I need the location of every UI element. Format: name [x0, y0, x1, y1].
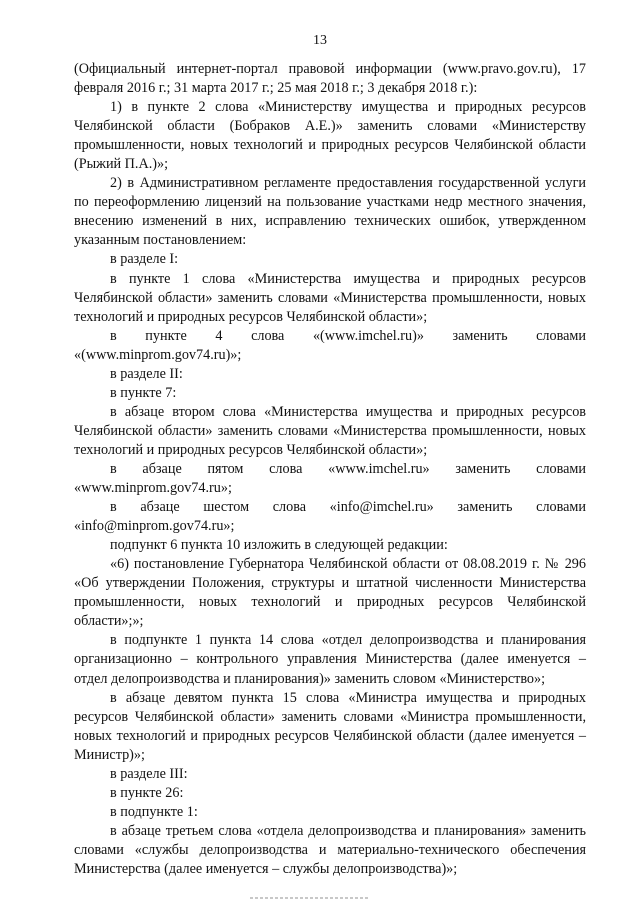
document-body — [74, 60, 586, 879]
paragraph: в разделе II: — [110, 365, 183, 382]
paragraph: в разделе I: — [110, 251, 179, 268]
paragraph: в пункте 7: — [110, 384, 177, 401]
scan-footer-mark — [250, 897, 370, 899]
paragraph: в подпункте 1: — [110, 803, 198, 820]
paragraph: в подпункте 1 пункта 14 слова «отдел делопроизводства и планирования организационно – контрольного управления Министерства (далее именуется – отдел делопроизводства и планирования)» заменить словом «Министерство»; — [74, 632, 586, 687]
paragraph: в пункте 4 слова «(www.imchel.ru)» заменить словами «(www.minprom.gov74.ru)»; — [74, 327, 586, 363]
page-number: 13 — [313, 33, 327, 48]
paragraph: в абзаце втором слова «Министерства имущества и природных ресурсов Челябинской области» заменить словами «Министерства промышленности, новых технологий и природных ресурсов Челябинской области»; — [74, 403, 586, 458]
paragraph: в абзаце шестом слова «info@imchel.ru» заменить словами «info@minprom.gov74.ru»; — [74, 499, 586, 535]
paragraph: в пункте 26: — [110, 784, 184, 801]
paragraph: в пункте 1 слова «Министерства имущества и природных ресурсов Челябинской области» заменить словами «Министерства промышленности, новых технологий и природных ресурсов Челябинской области»; — [74, 270, 586, 325]
paragraph: в абзаце девятом пункта 15 слова «Министра имущества и природных ресурсов Челябинской области» заменить словами «Министра промышленности, новых технологий и природных ресурсов Челябинской области (далее именуется – Министр)»; — [74, 689, 586, 763]
paragraph: (Официальный интернет-портал правовой информации (www.pravo.gov.ru), 17 февраля 2016 г.; 31 марта 2017 г.; 25 мая 2018 г.; 3 декабря 2018 г.): — [74, 61, 586, 97]
paragraph: подпункт 6 пункта 10 изложить в следующей редакции: — [110, 537, 448, 554]
paragraph: в абзаце пятом слова «www.imchel.ru» заменить словами «www.minprom.gov74.ru»; — [74, 460, 586, 497]
paragraph: в абзаце третьем слова «отдела делопроизводства и планирования» заменить словами «службы делопроизводства и материально-технического обеспечения Министерства (далее именуется – службы делопроизводства)»; — [74, 822, 586, 877]
paragraph: в разделе III: — [110, 765, 188, 782]
paragraph: «6) постановление Губернатора Челябинской области от 08.08.2019 г. № 296 «Об утверждении Положения, структуры и штатной численности Министерства промышленности, новых технологий и природных ресурсов Челябинской области»;»; — [74, 556, 586, 630]
paragraph: 1) в пункте 2 слова «Министерству имущества и природных ресурсов Челябинской области (Бобраков А.Е.)» заменить словами «Министерству промышленности, новых технологий и природных ресурсов Челябинской области (Рыжий П.А.)»; — [74, 99, 586, 173]
paragraph: 2) в Административном регламенте предоставления государственной услуги по переоформлению лицензий на пользование участками недр местного значения, внесению изменений в них, исправлению технических ошибок, утвержденном указанным постановлением: — [74, 175, 586, 249]
